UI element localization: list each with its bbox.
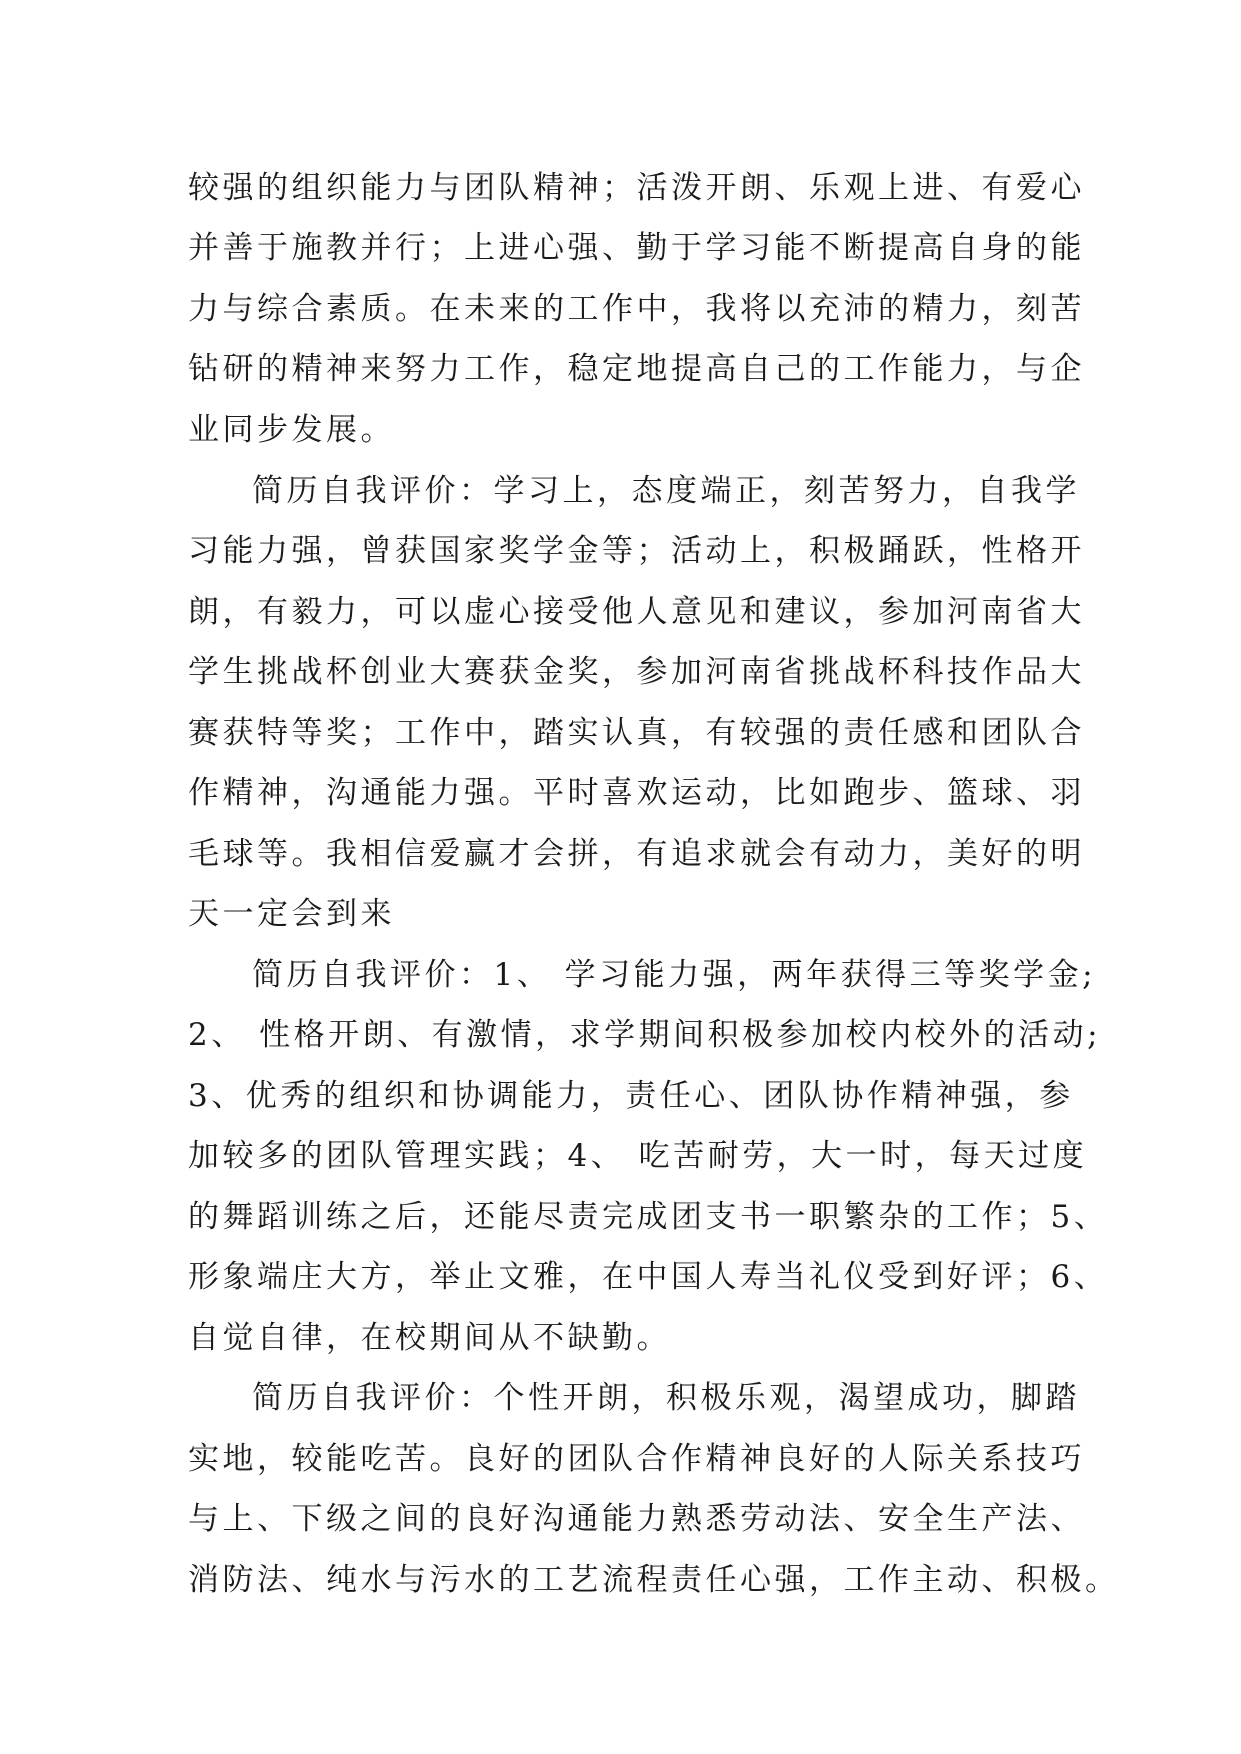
text-line: 天一定会到来 bbox=[188, 896, 395, 932]
text-line: 形象端庄大方，举止文雅，在中国人寿当礼仪受到好评；6、 bbox=[188, 1259, 1109, 1295]
text-line: 并善于施教并行；上进心强、勤于学习能不断提高自身的能 bbox=[188, 230, 1085, 266]
text-line: 毛球等。我相信爱赢才会拼，有追求就会有动力，美好的明 bbox=[188, 836, 1085, 872]
text-line: 力与综合素质。在未来的工作中，我将以充沛的精力，刻苦 bbox=[188, 291, 1085, 327]
text-line: 业同步发展。 bbox=[188, 412, 395, 448]
text-line: 钻研的精神来努力工作，稳定地提高自己的工作能力，与企 bbox=[188, 351, 1085, 387]
text-line: 的舞蹈训练之后，还能尽责完成团支书一职繁杂的工作；5、 bbox=[188, 1199, 1109, 1235]
text-line: 较强的组织能力与团队精神；活泼开朗、乐观上进、有爱心 bbox=[188, 170, 1085, 206]
text-line: 2、 性格开朗、有激情，求学期间积极参加校内校外的活动; bbox=[188, 1017, 1102, 1053]
text-line: 赛获特等奖；工作中，踏实认真，有较强的责任感和团队合 bbox=[188, 715, 1085, 751]
text-line: 简历自我评价：1、 学习能力强，两年获得三等奖学金; bbox=[252, 957, 1097, 993]
text-line: 3、优秀的组织和协调能力，责任心、团队协作精神强，参 bbox=[188, 1078, 1074, 1114]
text-line: 朗，有毅力，可以虚心接受他人意见和建议，参加河南省大 bbox=[188, 594, 1085, 630]
text-line: 自觉自律，在校期间从不缺勤。 bbox=[188, 1320, 671, 1356]
text-line: 简历自我评价：学习上，态度端正，刻苦努力，自我学 bbox=[252, 473, 1080, 509]
text-line: 实地，较能吃苦。良好的团队合作精神良好的人际关系技巧 bbox=[188, 1441, 1085, 1477]
text-line: 加较多的团队管理实践；4、 吃苦耐劳，大一时，每天过度 bbox=[188, 1138, 1088, 1174]
text-line: 习能力强，曾获国家奖学金等；活动上，积极踊跃，性格开 bbox=[188, 533, 1085, 569]
text-line: 消防法、纯水与污水的工艺流程责任心强，工作主动、积极。 bbox=[188, 1562, 1120, 1598]
text-line: 简历自我评价：个性开朗，积极乐观，渴望成功，脚踏 bbox=[252, 1380, 1080, 1416]
text-line: 学生挑战杯创业大赛获金奖，参加河南省挑战杯科技作品大 bbox=[188, 654, 1085, 690]
text-line: 作精神，沟通能力强。平时喜欢运动，比如跑步、篮球、羽 bbox=[188, 775, 1085, 811]
text-line: 与上、下级之间的良好沟通能力熟悉劳动法、安全生产法、 bbox=[188, 1501, 1085, 1537]
